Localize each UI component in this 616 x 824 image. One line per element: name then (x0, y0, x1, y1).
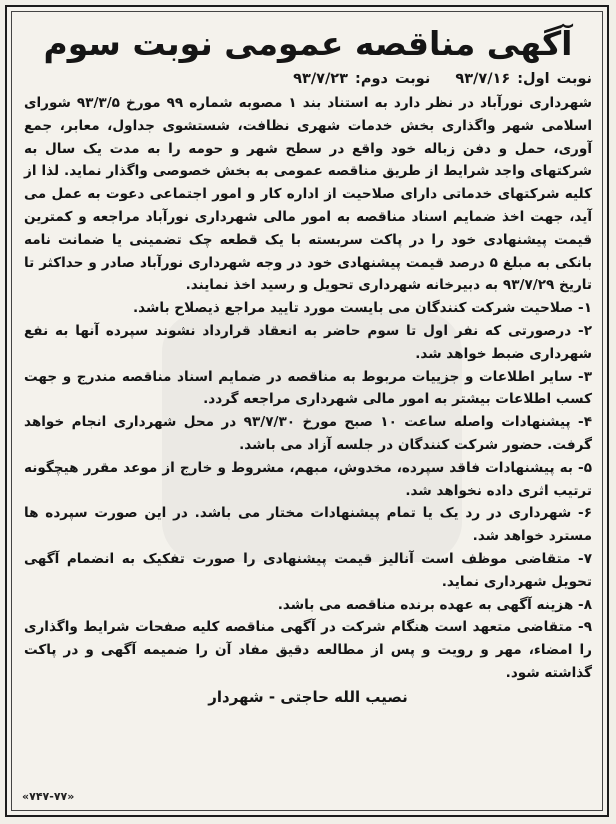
condition-item-5: ۵- به پیشنهادات فاقد سپرده، مخدوش، مبهم، مشروط و خارج از موعد مقرر هیچگونه ترتیب اثری داده نخواهد شد. (24, 459, 592, 499)
notice-content (24, 18, 592, 709)
ad-code: «۷۴۷-۷۷» (22, 790, 75, 803)
condition-item-2: ۲- درصورتی که نفر اول تا سوم حاضر به انعقاد قرارداد نشوند سپرده آنها به نفع شهرداری ضبط خواهد شد. (24, 322, 592, 362)
condition-item-8: ۸- هزینه آگهی به عهده برنده مناقصه می باشد. (277, 596, 592, 613)
condition-item-9: ۹- متقاضی متعهد است هنگام شرکت در آگهی مناقصه کلیه صفحات شرایط واگذاری را امضاء، مهر و رویت و پس از مطالعه دقیق مفاد آن را ضمیمه آگهی و در پاکت گذاشته شود. (24, 619, 592, 681)
condition-item-3: ۳- سایر اطلاعات و جزییات مربوط به مناقصه در ضمایم اسناد مناقصه مندرج و جهت کسب اطلاعات بیشتر به امور مالی شهرداری مراجعه گردد. (24, 368, 592, 408)
condition-item-7: ۷- متقاضی موظف است آنالیز قیمت پیشنهادی را صورت تفکیک به انضمام آگهی تحویل شهرداری نماید. (24, 550, 592, 590)
notice-box (11, 11, 603, 811)
notice-body: شهرداری نورآباد در نظر دارد به استناد بند ۱ مصوبه شماره ۹۹ مورخ ۹۳/۳/۵ شورای اسلامی شهر واگذاری بخش خدمات شهری نظافت، شستشوی جداول، معابر، جمع آوری، حمل و دفن زباله خود واقع در سطح شهر و حومه را به مدت یک سال به شرکتهای واجد شرایط از طریق مناقصه عمومی به بخش خصوصی واگذار نماید. لذا از کلیه شرکتهای خدماتی دارای صلاحیت از اداره کار و امور اجتماعی دعوت به عمل می آید، جهت اخذ ضمایم اسناد مناقصه به امور مالی شهرداری نورآباد مراجعه و کمترین قیمت پیشنهادی خود را در پاکت سربسته با یک قطعه چک تضمینی یا ضمانت نامه بانکی به مبلغ ۵ درصد قیمت پیشنهادی خود در وجه شهرداری نورآباد صادر و حداکثر تا تاریخ ۹۳/۷/۲۹ به دبیرخانه شهرداری تحویل و رسید اخذ نمایند. (24, 95, 592, 294)
condition-item-4: ۴- پیشنهادات واصله ساعت ۱۰ صبح مورخ ۹۳/۷/۳۰ در محل شهرداری انجام خواهد گرفت. حضور شرکت کنندگان در جلسه آزاد می باشد. (24, 414, 592, 453)
condition-item-1: ۱- صلاحیت شرکت کنندگان می بایست مورد تایید مراجع ذیصلاح باشد. (132, 300, 592, 317)
first-publish-date: نوبت اول: ۹۳/۷/۱۶ (455, 71, 592, 87)
signature: نصیب الله حاجتی - شهردار (208, 687, 408, 706)
notice-title: آگهی مناقصه عمومی نوبت سوم (43, 24, 573, 63)
condition-item-6: ۶- شهرداری در رد یک یا تمام پیشنهادات مختار می باشد. در این صورت سپرده ها مسترد خواهد شد. (24, 505, 592, 545)
notice-dates (24, 68, 592, 90)
second-publish-date: نوبت دوم: ۹۳/۷/۲۳ (293, 71, 431, 87)
